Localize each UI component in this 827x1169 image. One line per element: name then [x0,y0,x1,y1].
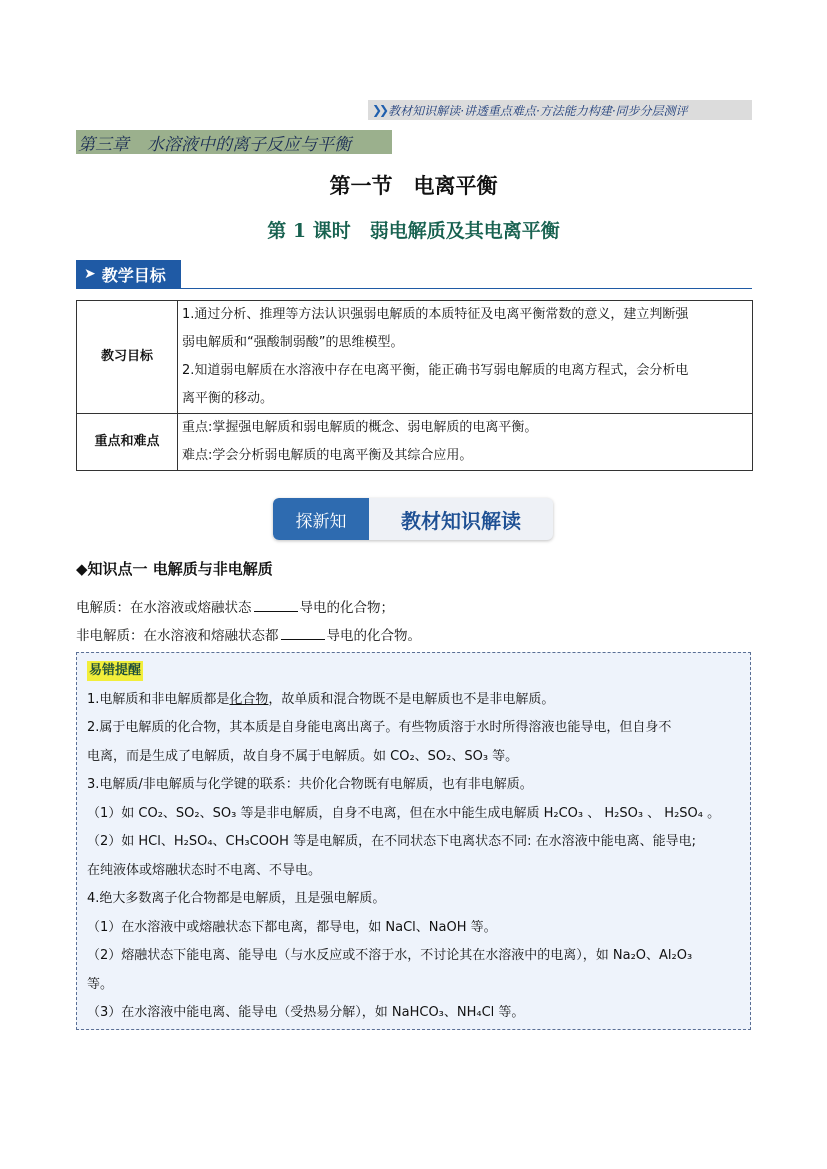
note-line: 电离，而是生成了电解质，故自身不属于电解质。如 CO₂、SO₂、SO₃ 等。 [87,748,519,764]
content-line: 1.通过分析、推理等方法认识强弱电解质的本质特征及电离平衡常数的意义，建立判断强 [182,307,689,322]
definition-electrolyte [76,596,394,616]
teaching-goals-label: 教学目标 [101,265,166,285]
banner-right-label: 教材知识解读 [401,508,521,533]
definition-text: 导电的化合物。 [326,628,421,644]
definition-nonelectrolyte [76,624,421,644]
note-line: （2）如 HCl、H₂SO₄、CH₃COOH 等是电解质，在不同状态下电离状态不同: 在水溶液中能电离、能导电; [87,834,696,849]
chapter-title: 水溶液中的离子反应与平衡 [147,134,351,155]
note-line: 在纯液体或熔融状态时不电离、不导电。 [87,862,322,878]
knowledge-point-heading: ◆知识点一 电解质与非电解质 [76,560,273,578]
table-row [77,414,753,471]
note-line: （2）熔融状态下能电离、能导电（与水反应或不溶于水，不讨论其在水溶液中的电离），如 Na₂O、Al₂O₃ [87,948,693,963]
row-content [178,301,753,414]
definition-text: 电解质：在水溶液或熔融状态 [76,600,252,616]
arrow-right-icon: ➤ [84,266,96,282]
section-title: 第一节 电离平衡 [329,173,498,198]
note-line: 1.电解质和非电解质都是化合物，故单质和混合物既不是电解质也不是非电解质。 [87,691,555,707]
note-line: 4.绝大多数离子化合物都是电解质，且是强电解质。 [87,891,386,906]
note-line: 2.属于电解质的化合物，其本质是自身能电离出离子。有些物质溶于水时所得溶液也能导电，但自身不 [87,720,672,735]
lesson-title: 第 1 课时 弱电解质及其电离平衡 [267,220,560,242]
fill-blank [281,627,325,640]
note-line: 等。 [87,976,114,992]
note-line: （1）如 CO₂、SO₂、SO₃ 等是非电解质，自身不电离，但在水中能生成电解质 H₂CO₃ 、 H₂SO₃ 、 H₂SO₄ 。 [87,805,721,821]
row-content [178,414,753,471]
content-line: 弱电解质和“强酸制弱酸”的思维模型。 [182,335,404,350]
banner-left-label: 探新知 [273,498,369,540]
note-line: 3.电解质/非电解质与化学键的联系：共价化合物既有电解质，也有非电解质。 [87,777,533,792]
row-label: 教习目标 [77,301,178,414]
reminder-heading: 易错提醒 [87,661,143,681]
content-line: 离平衡的移动。 [182,391,274,406]
tagline-text: 教材知识解读·讲透重点难点·方法能力构建·同步分层测评 [388,103,688,118]
fill-blank [254,599,298,612]
double-chevron-icon: ❯❯ [372,103,387,117]
divider [76,288,752,289]
chapter-heading [76,130,392,154]
section-banner [273,498,553,540]
underlined-term: 化合物 [229,691,269,707]
definition-text: 导电的化合物； [299,600,394,616]
header-tagline [368,100,752,120]
row-label: 重点和难点 [77,414,178,471]
definition-text: 非电解质：在水溶液和熔融状态都 [76,628,279,644]
note-line: （1）在水溶液中或熔融状态下都电离，都导电，如 NaCl、NaOH 等。 [87,919,497,935]
table-row [77,301,753,414]
teaching-goals-tag [76,260,181,288]
goals-table [76,300,753,471]
mistake-reminder-box [76,652,751,1030]
content-line: 重点:掌握强电解质和弱电解质的概念、弱电解质的电离平衡。 [182,420,538,435]
note-line: （3）在水溶液中能电离、能导电（受热易分解），如 NaHCO₃、NH₄Cl 等。 [87,1005,525,1020]
content-line: 2.知道弱电解质在水溶液中存在电离平衡，能正确书写弱电解质的电离方程式，会分析电 [182,363,689,378]
chapter-number: 第三章 [78,134,129,155]
content-line: 难点:学会分析弱电解质的电离平衡及其综合应用。 [182,448,473,463]
